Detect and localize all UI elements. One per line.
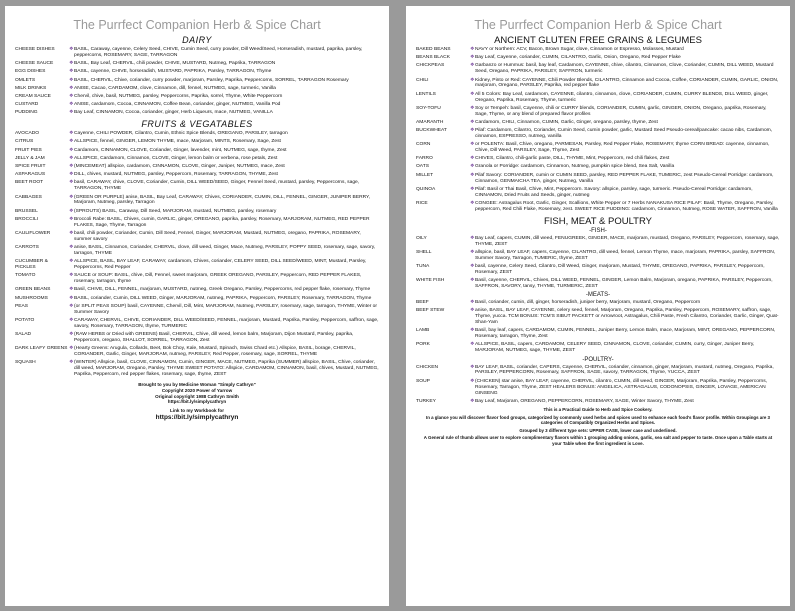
row-herbs: Cayenne, CHILI POWDER, Cilantro, Cumin, Ethnic Spice Blends, OREGANO, PARSLEY, tarragon xyxy=(74,131,288,137)
chart-row xyxy=(406,264,790,276)
row-herbs: BASIL, coriander, Cumin, DILL WEED, Ginger, MARJORAM, nutmeg, PAPRIKA, Peppercorn, PARSLEY, Rosemary, TARRAGON, Thyme xyxy=(74,295,372,301)
chart-row xyxy=(5,360,389,378)
row-name: AVOCADO xyxy=(15,131,40,137)
row-herbs: (SPROUTS) BASIL, Caraway, Dill Seed, MARJORAM, mustard, NUTMEG, parsley, rosemary xyxy=(74,208,277,214)
row-name: SHELL xyxy=(416,249,432,255)
row-herbs: ALLSPICE, fennel, GINGER, LEMON THYME, mace, Marjoram, MINTS, Rosemary, Sage, Zest xyxy=(74,139,281,145)
row-name: CUCUMBER & PICKLES xyxy=(15,259,48,271)
left-content xyxy=(5,35,389,378)
row-herbs: CHIVES, Cilantro, chili-garlic paste, DILL, THYME, Mint, Peppercorn, red chili flakes, Zest xyxy=(475,156,670,162)
bullet-arrow-icon: ❖ xyxy=(470,377,475,384)
bullet-arrow-icon: ❖ xyxy=(470,277,475,284)
row-name: TURKEY xyxy=(416,398,436,404)
bullet-arrow-icon: ❖ xyxy=(69,138,74,145)
chart-row xyxy=(406,365,790,377)
bullet-arrow-icon: ❖ xyxy=(470,90,475,97)
row-herbs: SAUCE or SOUP: BASIL, chive, Dill, Fennel, sweet marjoram, GREEK OREGANO, PARSLEY, Peppercorn, RED PEPPER FLAKES, rosemary, tarragon, thyme xyxy=(74,273,362,285)
chart-row xyxy=(5,259,389,271)
row-name: SQUASH xyxy=(15,360,36,366)
row-name: CORN xyxy=(416,142,431,148)
right-page xyxy=(406,6,790,606)
row-name: OMLETS xyxy=(15,77,36,83)
chart-row xyxy=(406,106,790,118)
row-name: CHILI xyxy=(416,77,429,83)
chart-row xyxy=(406,278,790,290)
subsection-heading: -POULTRY- xyxy=(582,356,614,363)
bullet-arrow-icon: ❖ xyxy=(69,215,74,222)
row-name: OATS xyxy=(416,164,429,170)
row-herbs: Cardamom, CHILI, Cinnamon, CUMIN, Garlic, Ginger, oregano, parsley, thyme, Zest xyxy=(475,119,658,125)
right-content xyxy=(406,35,790,405)
row-herbs: anise, BASIL, BAY LEAF, CAYENNE, celery seed, fennel, Marjoram, Oregano, Paprika, Parsley, Peppercorn, ROSEMARY, saffron, sage, Thyme, yucca. TCM BONUS: TCM'S SIBUT PACKETT or Arrowroot, Astragalus, Chili Paste, Fresh Cilantro, Coriander, Garlic, Ginger, Quat-Shan-Yam xyxy=(475,308,779,326)
right-page-title: The Purrfect Companion Herb & Spice Chart xyxy=(474,18,722,32)
workbook-link: https://bit.ly/simplycathryn xyxy=(155,413,239,421)
row-herbs: NAVY or Northern: ACV, Bacon, Brown Sugar, clove, Cinnamon or Espresso, Molasses, Mustard xyxy=(475,47,684,52)
chart-row xyxy=(406,308,790,326)
chart-row xyxy=(406,47,790,53)
row-herbs: (MINCEMEAT) allspice, cardamom, CINNAMON, CLOVE, Ginger, Juniper, NUTMEG, mace, Zest xyxy=(74,164,285,170)
row-herbs: basil, chili powder, Coriander, Cumin, Dill Seed, Fennel, Ginger, MARJORAM, Mustard, NUTMEG, oregano, PAPRIKA, ROSEMARY, summer savory xyxy=(74,230,361,242)
row-herbs: Basil, bay leaf, capers, CARDAMOM, CUMIN, FENNEL, Juniper Berry, Lemon Balm, mace, Marjoram, MINT, OREGANO, PEPPERCORN, Rosemary, tarragon, Thyme, Zest xyxy=(475,328,776,340)
row-name: DARK LEAFY GREENS xyxy=(15,346,68,352)
bullet-arrow-icon: ❖ xyxy=(69,272,74,279)
bullet-arrow-icon: ❖ xyxy=(69,331,74,338)
chart-row xyxy=(5,296,389,302)
row-herbs: Cardamom, CINNAMON, CLOVE, Coriander, Ginger, lavender, mint, NUTMEG, sage, thyme, Zest xyxy=(74,147,287,153)
row-name: SALAD xyxy=(15,332,32,338)
chart-row xyxy=(5,273,389,285)
row-name: FARRO xyxy=(416,156,433,162)
row-name: TOMATO xyxy=(15,273,36,279)
footer-line: Brought to you by Medicine Woman "Simply Cathryn" xyxy=(138,381,256,387)
bullet-arrow-icon: ❖ xyxy=(69,84,74,91)
row-name: CAULIFLOWER xyxy=(15,230,51,236)
row-name: LENTILS xyxy=(416,91,436,97)
row-name: MUSHROOMS xyxy=(15,295,48,301)
row-name: GREEN BEANS xyxy=(15,287,51,293)
row-herbs: ALLSPICE, BASIL, capers, CARDAMOM, CELERY SEED, CINNAMON, CLOVE, coriander, CUMIN, curry, Ginger, Juniper Berry, MARJORAM, NUTMEG, sage, THYME, ZEST xyxy=(475,342,755,354)
row-herbs: Kidney, Pinto or Red: CAYENNE, Chili Powder Blends, CILANTRO, Cinnamon and Cocoa, Coffee, CORIANDER, CUMIN, GARLIC, ONION, marjoram, Oregano, PARSLEY, Paprika, red pepper flake xyxy=(475,77,779,89)
row-herbs: All 5 Colors: Bay Leaf, cardamom, CAYENNE, cilantro, cinnamon, clove, CORIANDER, CUMIN, CURRY BLENDS, DILL WEED, ginger, Oregano, Paprika, Rosemary, Thyme, turmeric xyxy=(475,91,769,103)
row-herbs: BASIL, CHERVIL, Chive, coriander, curry powder, marjoram, Parsley, Paprika, Peppercorns, SORREL, TARRAGON Rosemary xyxy=(74,77,349,83)
chart-row xyxy=(406,92,790,104)
chart-row xyxy=(406,156,790,162)
row-herbs: Soy or Tempeh: basil, Cayenne, chili or CURRY blends, CORIANDER, CUMIN, garlic, GINGER, ONION, Oregano, paprika, Rosemary, Sage, Thyme, or any blend of prepared flavor profiles xyxy=(475,105,767,117)
bullet-arrow-icon: ❖ xyxy=(470,397,475,404)
row-name: TUNA xyxy=(416,263,430,269)
bullet-arrow-icon: ❖ xyxy=(69,345,74,352)
row-name: BAKED BEANS xyxy=(416,47,451,52)
chart-row xyxy=(5,131,389,137)
right-footer xyxy=(406,407,790,447)
row-name: SOUP xyxy=(416,378,430,384)
bullet-arrow-icon: ❖ xyxy=(470,262,475,269)
row-name: SOY-TOFU xyxy=(416,105,441,111)
footer-line: A General rule of thumb allows user to explore complimentary flavors within 1 grouping adding onions, garlic, sea salt and pepper to taste. Once upon a Table starts at your Table when the first ingredient is Love. xyxy=(423,435,773,446)
chart-row xyxy=(406,78,790,90)
bullet-arrow-icon: ❖ xyxy=(69,101,74,108)
row-herbs: Bay Leaf, capers, CUMIN, dill weed, FENUGREEK, GINGER, MACE, marjoram, mustard, Oregano, PARSLEY, Peppercorn, rosemary, sage, THYME, ZEST xyxy=(475,235,780,247)
row-name: CABBAGES xyxy=(15,194,42,200)
row-herbs: Basil, cayenne, CHERVIL, Chives, DILL WEED, FENNEL, GINGER, Lemon Balm, Marjoram, oregano, PAPRIKA, PARSLEY, Peppercorn, SAFFRON, SAVORY, tansy, THYME, TURMERIC, ZEST xyxy=(475,278,773,289)
row-herbs: CARAWAY, CHERVIL, CHIVE, CORIANDER, DILL WEED/SEED, FENNEL, marjoram, Mustard, Paprika, Parsley, Peppercorn, saffron, sage, savory, Rosemary, TARRAGON, thyme, TURMERIC xyxy=(74,317,379,329)
row-name: CHICKEN xyxy=(416,364,439,370)
row-name: FRUIT PIES xyxy=(15,147,42,153)
row-name: CUSTARD xyxy=(15,102,39,108)
bullet-arrow-icon: ❖ xyxy=(69,76,74,83)
bullet-arrow-icon: ❖ xyxy=(69,60,74,67)
row-name: PEAS xyxy=(15,303,29,309)
bullet-arrow-icon: ❖ xyxy=(470,104,475,111)
subsection-heading: -MEATS- xyxy=(585,292,611,299)
row-name: PORK xyxy=(416,342,430,348)
row-name: CARROTS xyxy=(15,245,39,251)
row-herbs: Basil, coriander, cumin, dill, ginger, horseradish, juniper berry, Marjoram, mustard, Oregano, Peppercorn xyxy=(475,300,701,306)
bullet-arrow-icon: ❖ xyxy=(470,307,475,314)
bullet-arrow-icon: ❖ xyxy=(470,185,475,192)
chart-row xyxy=(406,201,790,213)
row-herbs: BASIL, cayenne, CHIVE, horseradish, MUSTARD, PAPRIKA, Parsley, TARRAGON, Thyme xyxy=(74,69,272,75)
bullet-arrow-icon: ❖ xyxy=(69,193,74,200)
bullet-arrow-icon: ❖ xyxy=(470,341,475,348)
chart-row xyxy=(5,61,389,67)
chart-row xyxy=(5,102,389,108)
chart-row xyxy=(406,164,790,170)
bullet-arrow-icon: ❖ xyxy=(69,68,74,75)
bullet-arrow-icon: ❖ xyxy=(470,248,475,255)
bullet-arrow-icon: ❖ xyxy=(69,92,74,99)
chart-row xyxy=(5,217,389,229)
row-name: QUINOA xyxy=(416,186,436,192)
row-herbs: (WINTER) Allspice, basil, CLOVE, CINNAMON, Cumin, GINGER, MACE, NUTMEG, Paprika (SUMMER) allspice, BASIL, Chive, coriander, dill weed, MARJORAM, Oregano, Parsley, THYME SWEET POTATO: Allspice, CARDAMOM, CINNAMON, basil, chives, Mustard, NUTMEG, Paprika, Peppercorn, red pepper flakes, rosemary, sage, thyme, ZEST xyxy=(74,360,379,378)
row-herbs: (GREEN OR PURPLE) anise, BASIL, Bay Leaf, CARAWAY, Chives, CORIANDER, CUMIN, DILL, FENNEL, GINGER, JUNIPER BERRY, Marjoram, Nutmeg, parsley, Tarragon xyxy=(74,194,371,206)
chart-row xyxy=(406,250,790,262)
bullet-arrow-icon: ❖ xyxy=(470,299,475,306)
footer-line: Copyright 2020 Power of Yarrow xyxy=(161,387,233,393)
bullet-arrow-icon: ❖ xyxy=(69,286,74,293)
row-herbs: anise, BASIL, Cinnamon, Coriander, CHERVIL, clove, dill weed, Ginger, Mace, Nutmeg, PARSLEY, POPPY SEED, rosemary, sage, savory, tarragon, THYME xyxy=(74,245,376,256)
row-name: CREAM SAUCE xyxy=(15,93,51,99)
chart-row xyxy=(5,139,389,145)
chart-row xyxy=(5,180,389,192)
row-herbs: CONGEE: Astragalus Root, Garlic, Ginger, Scallions, White Pepper or 7 Herbs NANAKUSA RICE PILAF: Basil, Thyme, Oregano, Parsley, peppercorn, Red Chili Flake, Rosemary, zest. SWEET RICE PUDDING: cardamom, Cinnamon, Nutmeg, ROSE WATER, SAFFRON, Vanilla xyxy=(475,200,778,212)
bullet-arrow-icon: ❖ xyxy=(69,109,74,116)
chart-row xyxy=(406,120,790,126)
row-herbs: allspice, basil, BAY LEAF, capers, Cayenne, CILANTRO, dill weed, fennel, Lemon Thyme, mace, marjoram, PAPRIKA, parsley, SAFFRON, Summer Savory, Tarragon, TUMERIC, thyme, ZEST xyxy=(475,249,776,261)
chart-row xyxy=(5,304,389,316)
row-herbs: Basil, CHIVE, DILL, FENNEL, marjoram, MUSTARD, nutmeg, Greek Oregano, Parsley, Peppercorns, red pepper flake, rosemary, Thyme xyxy=(74,287,371,293)
row-herbs: Bay Leaf, Cayenne, coriander, CUMIN, CILANTRO, Garlic, Onion, Oregano, Red Pepper Flake xyxy=(475,55,681,61)
row-herbs: basil, cayenne, Celery Seed, Cilantro, Dill Weed, Ginger, marjoram, Mustard, THYME, OREGANO, PAPRIKA, PARSLEY, Peppercorn, Rosemary, ZEST xyxy=(475,263,765,275)
bullet-arrow-icon: ❖ xyxy=(69,163,74,170)
bullet-arrow-icon: ❖ xyxy=(69,46,74,52)
footer-line: Original copyright 1988 Cathryn Smith xyxy=(155,393,239,399)
left-page xyxy=(5,6,389,606)
row-herbs: or POLENTA: Basil, Chive, oregano, PARMESAN, Parsley, Red Pepper Flake, ROSEMARY, thyme CORN BREAD: cayenne, cinnamon, Chive, Dill Weed, PARSLEY, Sage, Thyme, Zest xyxy=(475,142,770,154)
chart-row xyxy=(5,209,389,215)
row-herbs: ANISE, Cacao, CARDAMOM, clove, Cinnamon, dill, fennel, NUTMEG, sage, turmeric, Vanilla xyxy=(74,85,276,91)
row-herbs: ANISE, cardamom, Cocoa, CINNAMON, Coffee Bean, coriander, ginger, NUTMEG, Vanilla Pod xyxy=(74,102,281,108)
bullet-arrow-icon: ❖ xyxy=(69,229,74,236)
row-name: CITRUS xyxy=(15,139,34,145)
section-heading: FRUITS & VEGATABLES xyxy=(141,119,253,130)
bullet-arrow-icon: ❖ xyxy=(470,118,475,125)
row-name: MILK DRINKS xyxy=(15,85,47,91)
row-name: LAMB xyxy=(416,328,430,334)
chart-row xyxy=(5,346,389,358)
chart-row xyxy=(406,63,790,75)
row-herbs: ALLSPICE, BASIL, BAY LEAF, CARAWAY, cardamom, Chives, coriander, CELERY SEED, DILL SEED/WEED, MINT, Mustard, Parsley, Peppercorns, Red Pepper xyxy=(74,259,367,271)
bullet-arrow-icon: ❖ xyxy=(470,327,475,334)
row-herbs: Granola or Porridge: cardamom, Cinnamon, Nutmeg, pumpkin spice blend, Sea Salt, Vanilla xyxy=(475,164,675,170)
bullet-arrow-icon: ❖ xyxy=(69,207,74,214)
bullet-arrow-icon: ❖ xyxy=(470,46,475,52)
bullet-arrow-icon: ❖ xyxy=(470,155,475,162)
chart-row xyxy=(5,156,389,162)
left-page-title: The Purrfect Companion Herb & Spice Chart xyxy=(73,18,321,32)
chart-row xyxy=(5,110,389,116)
chart-row xyxy=(406,236,790,248)
row-herbs: Garbanzo or Hummus: basil, bay leaf, Cardamom, CAYENNE, chive, cilantro, Cinnamon, Clove, Coriander, CUMIN, DILL WEED, Mustard Seed, Oregano, PAPRIKA, PARSLEY, SAFFRON, turmeric xyxy=(475,63,774,75)
footer-line: In a glance you will discover flavor food groups, categorized by commonly used herbs and spices used to enhance each food's flavor profile. Within Groupings are 3 categories of Compatibly Organized Herbs and Spices. xyxy=(425,414,771,426)
chart-row xyxy=(5,318,389,330)
chart-row xyxy=(5,148,389,154)
chart-row xyxy=(406,187,790,199)
row-herbs: BASIL, Bay Leaf, CHERVIL, chili powder, CHIVE, MUSTARD, Nutmeg, Paprika, TARRAGON xyxy=(74,61,276,67)
bullet-arrow-icon: ❖ xyxy=(69,154,74,161)
chart-row xyxy=(5,86,389,92)
row-name: MILLET xyxy=(416,172,434,178)
footer-line: Link to my Workbook for xyxy=(169,408,225,414)
chart-row xyxy=(406,379,790,397)
bullet-arrow-icon: ❖ xyxy=(69,258,74,265)
bullet-arrow-icon: ❖ xyxy=(69,316,74,323)
chart-row xyxy=(5,172,389,178)
chart-row xyxy=(406,142,790,154)
bullet-arrow-icon: ❖ xyxy=(69,146,74,153)
left-footer xyxy=(5,382,389,422)
row-name: BROCCILI xyxy=(15,216,39,222)
row-name: BUCKWHEAT xyxy=(416,128,447,134)
row-herbs: ALLSPICE, Cardamom, Cinnamon, CLOVE, Ginger, lemon balm or verbena, rose petals, Zest xyxy=(74,155,278,161)
section-heading: FISH, MEAT & POULTRY xyxy=(543,215,653,227)
subsection-heading: -FISH- xyxy=(589,227,607,234)
bullet-arrow-icon: ❖ xyxy=(69,179,74,186)
row-herbs: Bay Leaf, CINNAMON, Cocoa, coriander, ginger, Herb Liqueurs, mace, NUTMEG, VANILLA xyxy=(74,110,273,116)
row-name: BEEF STEW xyxy=(416,308,445,314)
chart-row xyxy=(406,342,790,354)
row-name: CHICKPEAS xyxy=(416,63,445,69)
row-herbs: Bay Leaf, Marjoram, OREGANO, PEPPERCORN, ROSEMARY, SAGE, Winter Savory, THYME, Zest xyxy=(475,398,694,404)
bullet-arrow-icon: ❖ xyxy=(470,163,475,170)
row-name: SPICE FRUIT xyxy=(15,164,46,170)
chart-row xyxy=(5,164,389,170)
section-heading: ANCIENT GLUTEN FREE GRAINS & LEGUMES xyxy=(494,35,702,46)
bullet-arrow-icon: ❖ xyxy=(470,141,475,148)
row-herbs: (CHICKEN) star anise, BAY LEAF, cayenne, CHERVIL, cilantro, CUMIN, dill weed, GINGER, Marjoram, Paprika, Parsley, Peppercorns, Rosemary, Tarragon, Thyme, ZEST HEALERS BONUS: ANGELICA, ASTRAGALUS, CODONOPSIS, GINGER, LOVAGE, AMERICAN GINSENG xyxy=(475,378,768,396)
row-name: BRUSSEL xyxy=(15,208,38,214)
bullet-arrow-icon: ❖ xyxy=(470,62,475,69)
chart-row xyxy=(5,287,389,293)
chart-row xyxy=(406,173,790,185)
bullet-arrow-icon: ❖ xyxy=(470,234,475,241)
chart-row xyxy=(5,332,389,344)
row-herbs: (Hearty Greens: Arugula, Collards, Beet, Bok Choy, Kale, Mustard, Spinach, Swiss Chard etc.) Allspice, BASIL, borage, CHERVIL, CORIANDER, Garlic, Ginger, MARJORAM, nutmeg, PARSLEY, Red Pepper, rosemary, sage, SORREL, THYME xyxy=(74,346,356,358)
row-herbs: (RAW HERBS or Dried with GREENS) Basil, CHERVIL, Chive, dill weed, lemon balm, Marjoram, Dijon Mustard, Parsley, paprika, Peppercorn, oregano, SHALLOT, SORREL, TARRAGON, Zest xyxy=(74,332,354,343)
bullet-arrow-icon: ❖ xyxy=(69,359,74,366)
row-herbs: Broccoli Rabe: BASIL, Chives, cumin, GARLIC, ginger, OREGANO, paprika, parsley, Rosemary, MARJORAM, NUTMEG, RED PEPPER FLAKES, Sage, Thyme, Tarragon xyxy=(74,216,370,228)
bullet-arrow-icon: ❖ xyxy=(69,244,74,251)
chart-row xyxy=(5,195,389,207)
row-herbs: Pilaf: Cardamom, Cilantro, Coriander, Cumin Seed, cumin powder, garlic, Mustard Seed Pseudo-cereal/pancake: cacao nibs, Cardamom, cinnamon, ESPRESSO, nutmeg, vanilla xyxy=(475,128,773,139)
row-name: CHEESE SAUCE xyxy=(15,61,54,67)
row-name: BEET ROOT xyxy=(15,180,44,186)
chart-row xyxy=(406,328,790,340)
footer-line: This is a Practical Guide to Herb and Spice Cookery. xyxy=(543,406,653,412)
row-name: JELLY & JAM xyxy=(15,155,45,161)
bullet-arrow-icon: ❖ xyxy=(470,54,475,61)
bullet-arrow-icon: ❖ xyxy=(470,363,475,370)
bullet-arrow-icon: ❖ xyxy=(69,130,74,137)
bullet-arrow-icon: ❖ xyxy=(470,171,475,178)
footer-line: https://bit.ly/simplycathryn xyxy=(167,399,227,405)
row-name: BEANS BLACK xyxy=(416,55,450,61)
row-herbs: Pilaf Savory: CORIANDER, cumin or CUMIN SEED, parsley, RED PEPPER FLAKE, TUMERIC, zest Pseudo-Cereal Porridge: cardamom, Cinnamon, GENMAICHA TEA, ginger, Nutmeg, Vanilla xyxy=(475,172,774,184)
chart-row xyxy=(406,55,790,61)
footer-line: Grouped by 3 different type sets: UPPER CASE, lower case and underlined. xyxy=(519,427,677,433)
chart-row xyxy=(5,231,389,243)
bullet-arrow-icon: ❖ xyxy=(69,302,74,309)
row-name: WHITE FISH xyxy=(416,278,445,284)
row-name: EGG DISHES xyxy=(15,69,46,75)
chart-row xyxy=(5,78,389,84)
row-herbs: BAY LEAF, BASIL, coriander, CAPERS, Cayenne, CHERVIL, coriander, cinnamon, ginger, Marjoram, mustard, nutmeg, Oregano, Paprika, PARSLEY, PEPPERCORN, Rosemary, SAFFRON, SAGE, savory, TARRAGON, Thyme, YUCCA, ZEST xyxy=(475,364,774,376)
chart-row xyxy=(406,399,790,405)
row-herbs: DILL, chives, mustard, NUTMEG, parsley, Peppercorn, Rosemary, TARRAGON, THYME, Zest xyxy=(74,172,278,178)
bullet-arrow-icon: ❖ xyxy=(69,171,74,178)
row-herbs: Chervil, chive, basil, NUTMEG, parsley, Peppercorns, Paprika, sorrel, Thyme, White Peppercorn xyxy=(74,93,283,99)
bullet-arrow-icon: ❖ xyxy=(470,76,475,83)
row-name: PUDDING xyxy=(15,110,38,116)
row-herbs: Pilaf: Basil or Thai Basil, Chive, Mint, Peppercorn. Savory: allspice, parsley, sage, turmeric. Pseudo-Cereal Porridge: cardamom, CINNAMON, Dried Fruits and Seeds, ginger, nutmeg xyxy=(475,186,753,198)
row-herbs: (or SPLIT PEAS SOUP) basil, CAYENNE, Chervil, Dill, Mint, MARJORAM, Nutmeg, PARSLEY, rosemary, sage, tarragon, THYME, Winter or Summer Savory xyxy=(74,303,378,315)
bullet-arrow-icon: ❖ xyxy=(470,127,475,134)
row-name: POTATO xyxy=(15,317,35,323)
row-name: OILY xyxy=(416,235,427,241)
chart-row xyxy=(5,94,389,100)
row-herbs: basil, CARAWAY, chive, CLOVE, Coriander, Cumin, DILL WEED/SEED, Ginger, Fennel Seed, mustard, parsley, Peppercorns, sage, TARRAGON, THYME xyxy=(74,180,360,192)
chart-row xyxy=(5,47,389,59)
row-name: BEEF xyxy=(416,300,429,306)
chart-row xyxy=(5,245,389,257)
bullet-arrow-icon: ❖ xyxy=(69,294,74,301)
row-name: RICE xyxy=(416,200,428,206)
row-herbs: BASIL, Caraway, cayenne, Celery Seed, CHIVE, Cumin Seed, curry powder, Dill Weed/Seed, Horseradish, mustard, paprika, parsley, peppercorns, ROSEMARY, SAGE, TARRAGON xyxy=(74,47,363,58)
row-name: AMARANTH xyxy=(416,119,444,125)
row-name: ASPARAGUS xyxy=(15,172,46,178)
section-heading: DAIRY xyxy=(182,35,212,45)
chart-row xyxy=(406,128,790,140)
bullet-arrow-icon: ❖ xyxy=(470,199,475,206)
chart-row xyxy=(406,300,790,306)
row-name: CHEESE DISHES xyxy=(15,47,55,52)
chart-row xyxy=(5,69,389,75)
